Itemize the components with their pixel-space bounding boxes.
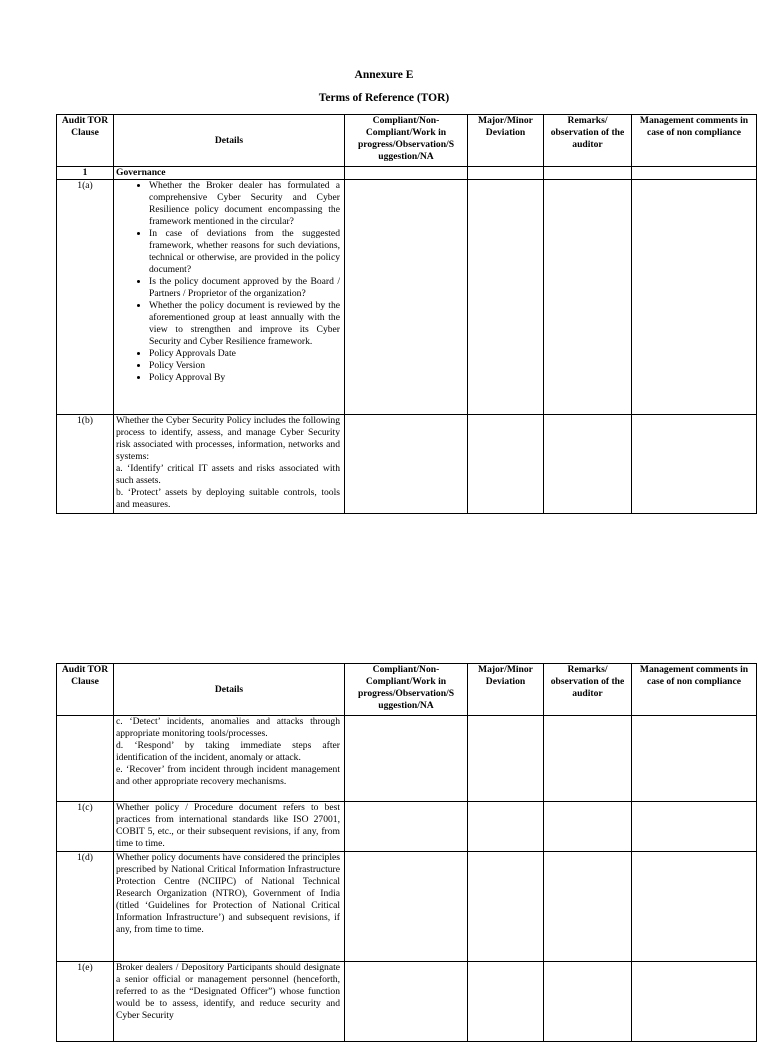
table-row	[57, 180, 757, 415]
details-paragraph: d. ‘Respond’ by taking immediate steps after identification of the incident, anomaly or attack.	[116, 740, 340, 763]
table-row	[57, 852, 757, 962]
clause-cell: 1(a)	[57, 180, 114, 415]
header-details: Details	[114, 115, 345, 167]
details-cell: Whether policy documents have considered the principles prescribed by National Critical Information Infrastructure Protection Centre (NCIIPC) of National Technical Research Organization (NTRO), Government of India (titled ‘Guidelines for Protection of National Critical Information Infrastructure’) and subsequent revisions, if any, from time to time.	[114, 852, 345, 962]
details-paragraph: c. ‘Detect’ incidents, anomalies and attacks through appropriate monitoring tools/processes.	[116, 716, 340, 739]
header-management: Management comments in case of non compliance	[632, 664, 757, 716]
table-row	[57, 716, 757, 802]
bullet-item: • Policy Approvals Date	[149, 348, 340, 360]
clause-cell: 1(e)	[57, 962, 114, 1042]
section-number: 1	[57, 167, 114, 180]
bullet-item: • Is the policy document approved by the Board / Partners / Proprietor of the organization?	[149, 276, 340, 300]
clause-cell	[57, 716, 114, 802]
tor-title: Terms of Reference (TOR)	[318, 92, 450, 104]
table-row	[57, 167, 757, 180]
table-row	[57, 802, 757, 852]
header-management: Management comments in case of non compliance	[632, 115, 757, 167]
header-remarks: Remarks/ observation of the auditor	[544, 115, 632, 167]
header-remarks: Remarks/ observation of the auditor	[544, 664, 632, 716]
clause-cell: 1(b)	[57, 415, 114, 514]
tor-table-page-1	[56, 114, 757, 514]
details-cell	[114, 180, 345, 415]
details-cell	[114, 415, 345, 514]
annexure-heading: Annexure E	[354, 69, 414, 81]
table-header-row	[57, 664, 757, 716]
bullet-item: • Policy Version	[149, 360, 340, 372]
bullet-item: • Policy Approval By	[149, 372, 340, 384]
table-row	[57, 415, 757, 514]
header-deviation: Major/Minor Deviation	[468, 664, 544, 716]
header-compliant: Compliant/Non-Compliant/Work in progress/Observation/S uggestion/NA	[345, 115, 468, 167]
details-paragraph: b. ‘Protect’ assets by deploying suitable controls, tools and measures.	[116, 487, 340, 510]
section-title: Governance	[114, 167, 345, 180]
bullet-item: • Whether the policy document is reviewed by the aforementioned group at least annually with the view to strengthen and improve its Cyber Security and Cyber Resilience framework.	[149, 300, 340, 348]
details-paragraph: a. ‘Identify’ critical IT assets and risks associated with such assets.	[116, 463, 340, 486]
header-deviation: Major/Minor Deviation	[468, 115, 544, 167]
details-bullet-list	[116, 180, 340, 384]
clause-cell: 1(d)	[57, 852, 114, 962]
details-cell	[114, 716, 345, 802]
table-row	[57, 962, 757, 1042]
header-clause: Audit TOR Clause	[57, 115, 114, 167]
bullet-item: • Whether the Broker dealer has formulated a comprehensive Cyber Security and Cyber Resilience policy document encompassing the framework mentioned in the circular?	[149, 180, 340, 228]
clause-cell: 1(c)	[57, 802, 114, 852]
header-clause: Audit TOR Clause	[57, 664, 114, 716]
details-paragraph: e. ‘Recover’ from incident through incident management and other appropriate recovery mechanisms.	[116, 764, 340, 787]
details-cell: Whether policy / Procedure document refers to best practices from international standards like ISO 27001, COBIT 5, etc., or their subsequent revisions, if any, from time to time.	[114, 802, 345, 852]
table-header-row	[57, 115, 757, 167]
header-details: Details	[114, 664, 345, 716]
details-paragraph: Whether the Cyber Security Policy includes the following process to identify, assess, and manage Cyber Security risk associated with processes, information, networks and systems:	[116, 415, 340, 462]
details-cell: Broker dealers / Depository Participants should designate a senior official or management personnel (henceforth, referred to as the “Designated Officer”) whose function would be to assess, identify, and reduce security and Cyber Security	[114, 962, 345, 1042]
tor-table-page-2	[56, 663, 757, 1042]
header-compliant: Compliant/Non-Compliant/Work in progress/Observation/S uggestion/NA	[345, 664, 468, 716]
bullet-item: • In case of deviations from the suggested framework, whether reasons for such deviations, technical or otherwise, are provided in the policy document?	[149, 228, 340, 276]
